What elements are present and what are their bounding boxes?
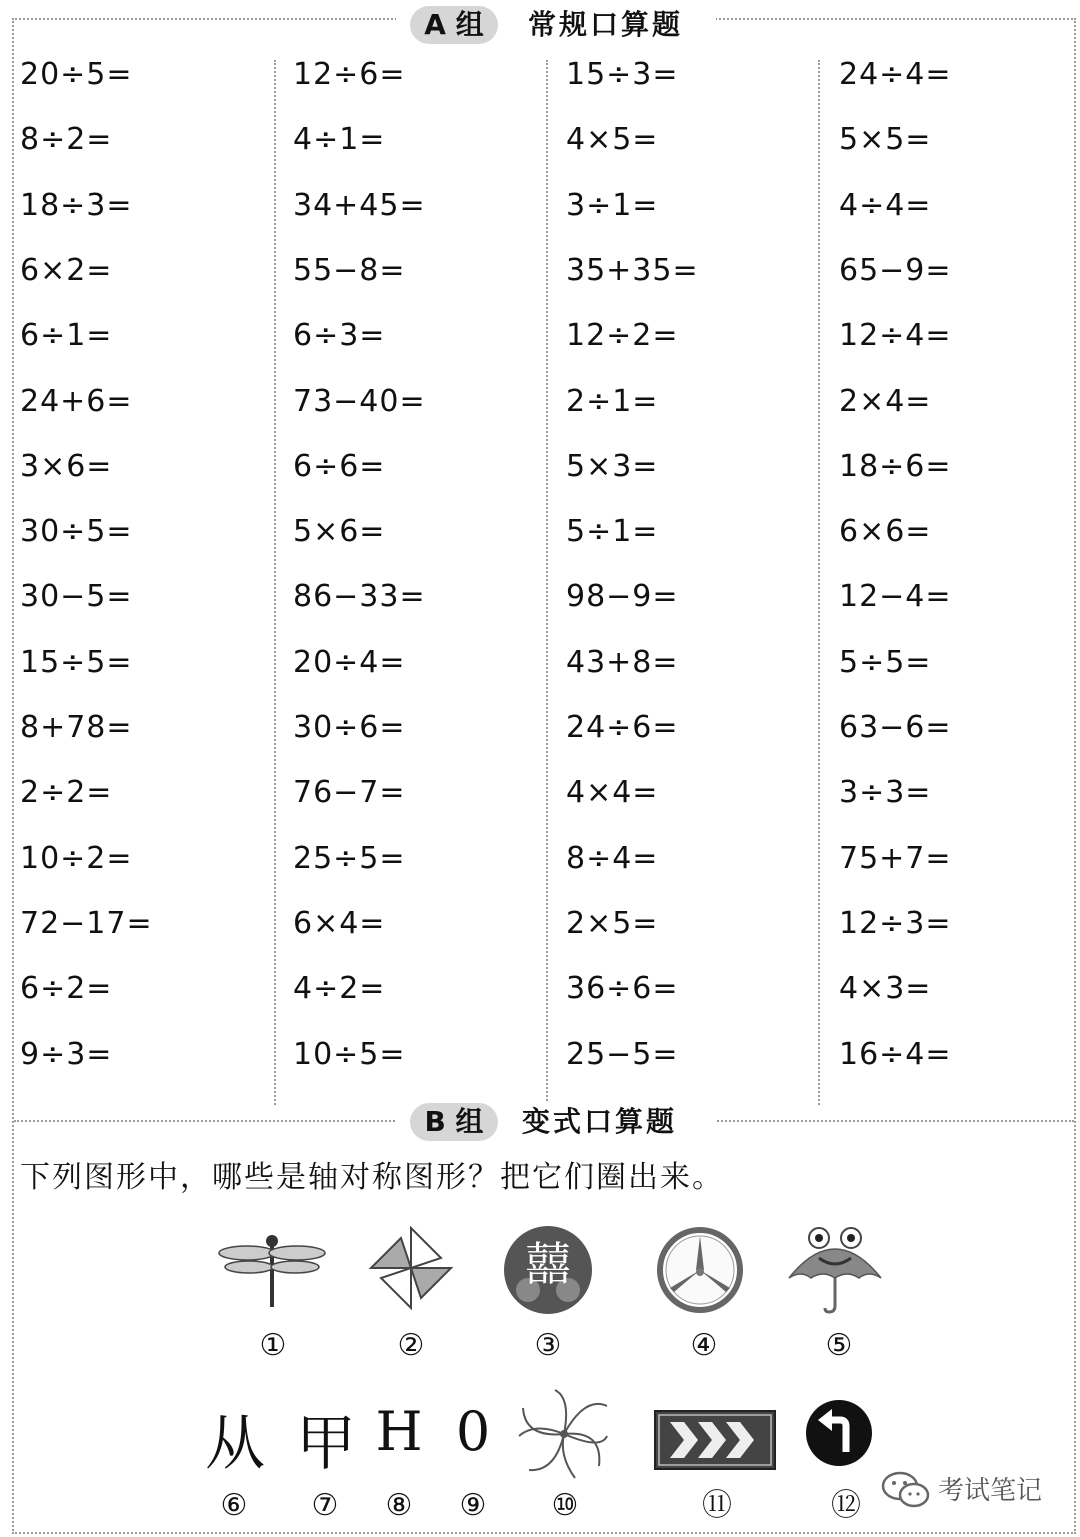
figure-label: ⑧ <box>385 1488 413 1523</box>
equation-item: 43+8= <box>566 644 679 680</box>
digit-zero: 0 <box>455 1400 491 1463</box>
figure-label: ⑪ <box>702 1488 732 1523</box>
figure-label: ③ <box>534 1328 562 1363</box>
equation-item: 75+7= <box>839 840 952 876</box>
equation-item: 20÷5= <box>20 57 133 92</box>
equation-item: 4÷1= <box>293 122 386 158</box>
equation-item: 24÷4= <box>839 57 952 92</box>
equation-item: 20÷4= <box>293 644 406 680</box>
equation-item: 2÷2= <box>20 775 113 811</box>
section-b-badge: B 组 <box>410 1103 498 1141</box>
equation-item: 86−33= <box>293 579 426 615</box>
section-a-title: 常规口算题 <box>522 6 689 44</box>
equation-item: 9÷3= <box>20 1036 113 1072</box>
equation-item: 3÷1= <box>566 187 659 223</box>
equation-item: 6÷6= <box>293 448 386 484</box>
equation-item: 6÷2= <box>20 971 113 1007</box>
equation-item: 6×4= <box>293 905 386 941</box>
equation-item: 2÷1= <box>566 383 659 419</box>
equation-item: 12÷4= <box>839 318 952 354</box>
equation-item: 5×6= <box>293 514 386 550</box>
equation-item: 4÷2= <box>293 971 386 1007</box>
equation-item: 15÷5= <box>20 644 133 680</box>
equation-item: 5×5= <box>839 122 932 158</box>
equation-item: 24÷6= <box>566 710 679 745</box>
equation-item: 12÷3= <box>839 905 952 941</box>
question-text: 下列图形中，哪些是轴对称图形？把它们圈出来。 <box>20 1160 724 1195</box>
column-divider <box>274 60 276 1105</box>
equation-item: 12÷2= <box>566 318 679 354</box>
equation-item: 8+78= <box>20 710 133 745</box>
equation-item: 15÷3= <box>566 57 679 92</box>
frog-umbrella-icon <box>785 1220 885 1316</box>
figure-label: ⑦ <box>311 1488 339 1523</box>
pinwheel-icon <box>365 1222 457 1314</box>
equation-item: 6×6= <box>839 514 932 550</box>
figure-label: ⑨ <box>459 1488 487 1523</box>
equation-item: 72−17= <box>20 905 153 941</box>
column-divider <box>818 60 820 1105</box>
equation-item: 6÷3= <box>293 318 386 354</box>
equation-item: 36÷6= <box>566 971 679 1007</box>
figure-label: ④ <box>690 1328 718 1363</box>
equation-item: 18÷3= <box>20 187 133 223</box>
equation-item: 55−8= <box>293 252 406 288</box>
figure-label: ⑥ <box>220 1488 248 1523</box>
equation-item: 8÷4= <box>566 840 659 876</box>
equation-item: 30−5= <box>20 579 133 615</box>
letter-h: H <box>375 1400 423 1463</box>
chevron-road-sign-icon <box>654 1410 776 1470</box>
equation-item: 30÷6= <box>293 710 406 745</box>
equation-item: 5×3= <box>566 448 659 484</box>
equation-item: 4÷4= <box>839 187 932 223</box>
equation-item: 5÷5= <box>839 644 932 680</box>
equation-item: 18÷6= <box>839 448 952 484</box>
equation-item: 6×2= <box>20 252 113 288</box>
equation-item: 8÷2= <box>20 122 113 158</box>
equation-item: 5÷1= <box>566 514 659 550</box>
figure-label: ① <box>259 1328 287 1363</box>
section-a-badge: A 组 <box>410 6 498 44</box>
equation-item: 65−9= <box>839 252 952 288</box>
wechat-icon <box>880 1470 932 1510</box>
equation-item: 10÷5= <box>293 1036 406 1072</box>
swirl-pattern-icon <box>515 1386 613 1482</box>
equation-item: 2×5= <box>566 905 659 941</box>
dragonfly-icon <box>215 1225 330 1315</box>
equation-item: 98−9= <box>566 579 679 615</box>
equation-item: 76−7= <box>293 775 406 811</box>
turn-left-sign-icon <box>804 1398 874 1468</box>
character-cong: 从 <box>205 1409 265 1479</box>
equation-item: 6÷1= <box>20 318 113 354</box>
equation-item: 4×4= <box>566 775 659 811</box>
equation-item: 12÷6= <box>293 57 406 92</box>
watermark <box>880 1468 1060 1508</box>
section-b-title: 变式口算题 <box>516 1103 683 1141</box>
equation-item: 73−40= <box>293 383 426 419</box>
equation-item: 4×3= <box>839 971 932 1007</box>
equation-item: 16÷4= <box>839 1036 952 1072</box>
equation-item: 10÷2= <box>20 840 133 876</box>
equation-item: 35+35= <box>566 252 699 288</box>
equation-item: 34+45= <box>293 187 426 223</box>
equation-item: 4×5= <box>566 122 659 158</box>
figure-label: ② <box>397 1328 425 1363</box>
column-divider <box>546 60 548 1105</box>
equation-item: 30÷5= <box>20 514 133 550</box>
watermark-text: 考试笔记 <box>938 1476 1043 1506</box>
double-happiness-paper-cut-icon <box>498 1218 598 1318</box>
equation-item: 25−5= <box>566 1036 679 1072</box>
svg-text:囍: 囍 <box>525 1237 571 1291</box>
equation-item: 3×6= <box>20 448 113 484</box>
equation-item: 2×4= <box>839 383 932 419</box>
equation-item: 24+6= <box>20 383 133 419</box>
character-jia: 甲 <box>296 1409 356 1479</box>
equation-item: 63−6= <box>839 710 952 745</box>
equation-item: 25÷5= <box>293 840 406 876</box>
figure-label: ⑫ <box>831 1488 861 1523</box>
figure-label: ⑩ <box>551 1488 579 1523</box>
mercedes-star-logo-icon <box>656 1226 744 1314</box>
equation-item: 12−4= <box>839 579 952 615</box>
equation-item: 3÷3= <box>839 775 932 811</box>
figure-label: ⑤ <box>825 1328 853 1363</box>
